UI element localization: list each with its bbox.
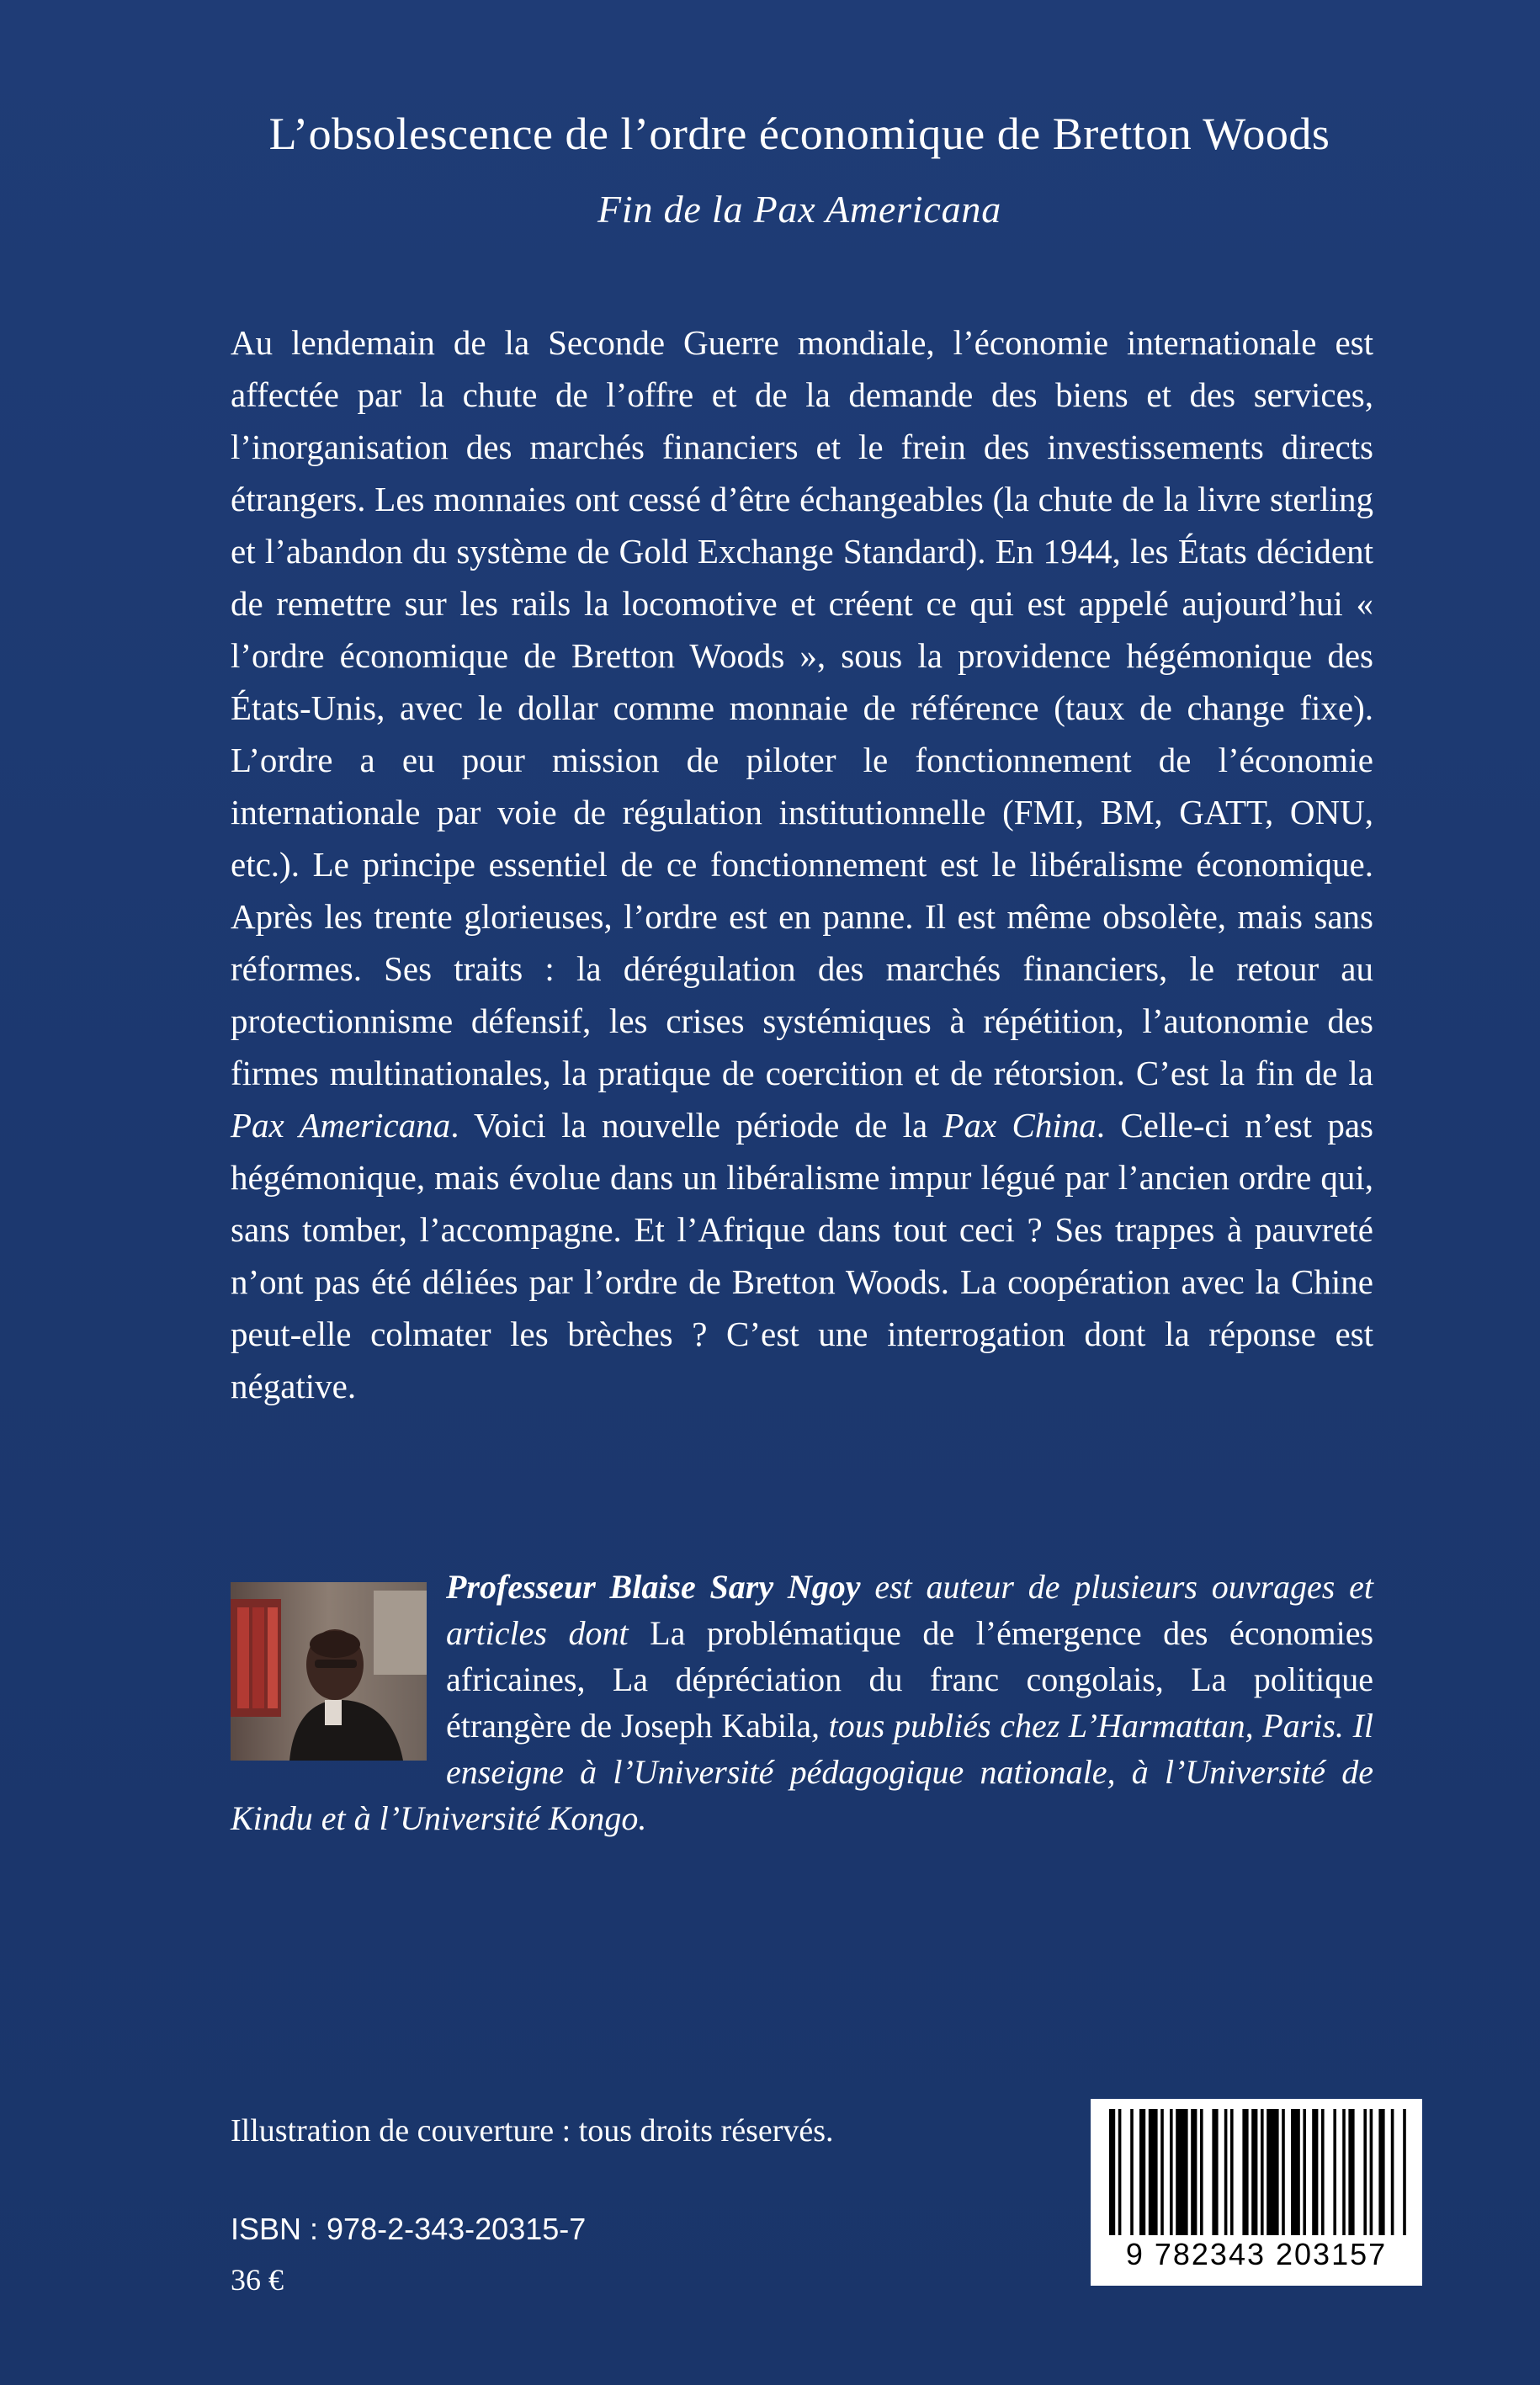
barcode-bar — [1267, 2109, 1278, 2235]
barcode-bar — [1176, 2109, 1187, 2235]
barcode-bar — [1282, 2109, 1285, 2235]
barcode-bar — [1312, 2109, 1318, 2235]
barcode-bars — [1091, 2099, 1422, 2242]
barcode-digits: 9 782343 203157 — [1125, 2237, 1388, 2271]
book-title: L’obsolescence de l’ordre économique de Bretton Woods — [268, 109, 1330, 159]
barcode-bar — [1130, 2109, 1134, 2235]
blurb-emphasis-2: Pax China — [943, 1106, 1097, 1145]
barcode-bar — [1149, 2109, 1158, 2235]
barcode-bar — [1118, 2109, 1122, 2235]
blurb-text-1: Au lendemain de la Seconde Guerre mondiale, l’économie internationale est affectée par la chute de l’offre et de la demande des biens et des services, l’inorganisation des marchés financiers et le frein des investissements directs étrangers. Les monnaies ont cessé d’être échangeables (la chute de la livre sterling et l’abandon du système de Gold Exchange Standard). En 1944, les États décident de remettre sur les rails la locomotive et créent ce qui est appelé aujourd’hui « l’ordre économique de Bretton Woods », sous la providence hégémonique des États-Unis, avec le dollar comme monnaie de référence (taux de change fixe). L’ordre a eu pour mission de piloter le fonctionnement de l’économie internationale par voie de régulation institutionnelle (FMI, BM, GATT, ONU, etc.). Le principe essentiel de ce fonctionnement est le libéralisme économique. Après les trente glorieuses, l’ordre est en panne. Il est même obsolète, mais sans réformes. Ses traits : la dérégulation des marchés financiers, le retour au protectionnisme défensif, les crises systémiques à répétition, l’autonomie des firmes multinationales, la pratique de coercition et de rétorsion. C’est la fin de la — [231, 323, 1373, 1092]
barcode-bar — [1348, 2109, 1354, 2235]
photo-spacer — [231, 1564, 446, 1761]
barcode-bar — [1333, 2109, 1336, 2235]
author-works: La problématique de l’émergence des économies africaines, La dépréciation du franc congolais, La politique étrangère de Joseph Kabila — [446, 1614, 1374, 1745]
barcode-bar — [1391, 2109, 1394, 2235]
barcode — [1091, 2099, 1422, 2286]
barcode-bar — [1363, 2109, 1367, 2235]
barcode-bar — [1109, 2109, 1115, 2235]
barcode-bar — [1230, 2109, 1234, 2235]
barcode-bar — [1261, 2109, 1264, 2235]
book-subtitle: Fin de la Pax Americana — [597, 188, 1001, 231]
author-bio — [231, 1564, 1373, 1841]
price: 36 € — [231, 2263, 284, 2297]
author-intro: est auteur de plusieurs ouvrages et articles dont — [446, 1568, 1373, 1652]
barcode-bar — [1160, 2109, 1164, 2235]
blurb — [231, 316, 1373, 1412]
author-name: Professeur Blaise Sary Ngoy — [446, 1568, 861, 1606]
barcode-bar — [1403, 2109, 1406, 2235]
barcode-bar — [1170, 2109, 1173, 2235]
blurb-text-2: . Voici la nouvelle période de la — [450, 1106, 928, 1145]
barcode-bar — [1242, 2109, 1248, 2235]
barcode-bar — [1251, 2109, 1257, 2235]
barcode-bar — [1212, 2109, 1218, 2235]
barcode-bar — [1303, 2109, 1306, 2235]
barcode-bar — [1191, 2109, 1197, 2235]
barcode-bar — [1224, 2109, 1228, 2235]
barcode-bar — [1139, 2109, 1145, 2235]
isbn: ISBN : 978-2-343-20315-7 — [231, 2212, 587, 2246]
barcode-bar — [1291, 2109, 1300, 2235]
blurb-text-3: . Celle-ci n’est pas hégémonique, mais évolue dans un libéralisme impur légué par l’ancien ordre qui, sans tomber, l’accompagne. Et l’Afrique dans tout ceci ? Ses trappes à pauvreté n’ont pas été déliées par l’ordre de Bretton Woods. La coopération avec la Chine peut-elle colmater les brèches ? C’est une interrogation dont la réponse est négative. — [231, 1106, 1374, 1405]
barcode-bar — [1321, 2109, 1325, 2235]
barcode-bar — [1200, 2109, 1203, 2235]
author-published: , tous publiés chez L’Harmattan, Paris. Il enseigne à l’Université pédagogique nationale, à l’Université de Kindu et à l’Université Kongo. — [231, 1707, 1373, 1837]
illustration-credit: Illustration de couverture : tous droits réservés. — [231, 2113, 834, 2149]
barcode-bar — [1378, 2109, 1384, 2235]
blurb-emphasis-1: Pax Americana — [231, 1106, 451, 1145]
barcode-bar — [1370, 2109, 1373, 2235]
barcode-bar — [1342, 2109, 1346, 2235]
